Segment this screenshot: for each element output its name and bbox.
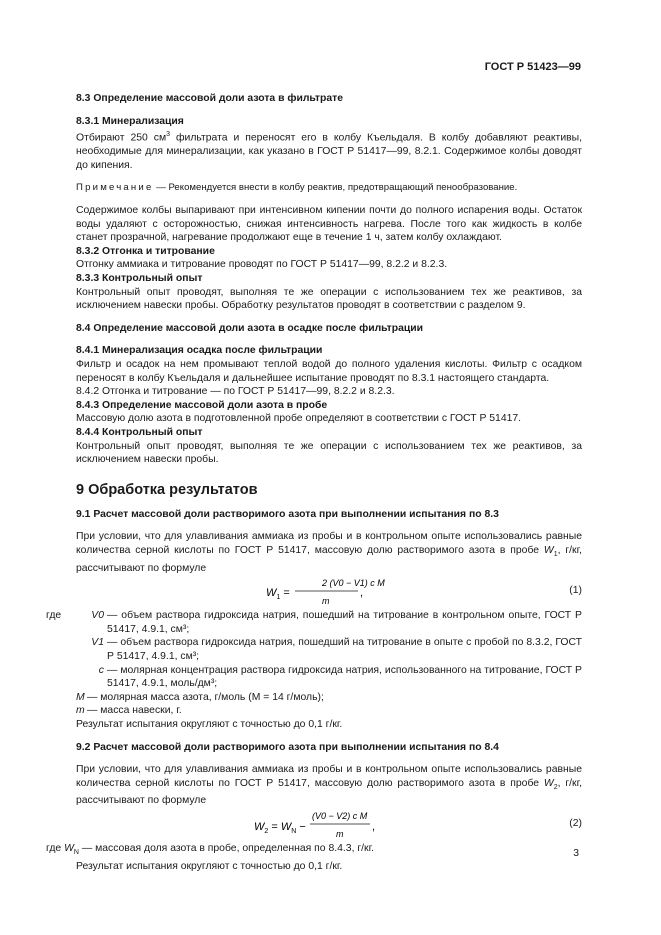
section-8-4-2-paragraph: 8.4.2 Отгонка и титрование — по ГОСТ Р 51417—99, 8.2.2 и 8.2.3. [76, 386, 395, 398]
note [76, 181, 582, 195]
svg-text:,: , [372, 820, 376, 833]
formula-1-legend [46, 609, 582, 718]
note-label: Примечание [76, 182, 154, 194]
formula-2-denominator: m [336, 828, 344, 839]
formula-2-numerator: (V0 − V2) c M [312, 810, 368, 821]
formula-2-svg [76, 808, 582, 842]
formula-1-number: (1) [569, 585, 582, 597]
formula-1 [76, 575, 582, 609]
section-8-3-1-paragraph-2: Содержимое колбы выпаривают при интенсивном кипении почти до полного испарения воды. Остаток воды удаляют с осторожностью, снижая интенсивность нагрева. После того как жидкость в колбе станет прозрачной, нагревание продолжают еще в течение 1 ч, затем колбу охлаждают. [76, 205, 582, 244]
svg-text:,: , [360, 587, 364, 600]
section-9-1-title: 9.1 Расчет массовой доли растворимого азота при выполнении испытания по 8.3 [76, 508, 499, 520]
section-9-2-paragraph: При условии, что для улавливания аммиака из пробы и в контрольном опыте использовались равные количества серной кислоты по ГОСТ Р 51417, массовую долю растворимого азота в пробе $W_2$, г/кг, рассчитывают по формуле [76, 764, 582, 807]
legend-row-v0: где V0 — объем раствора гидроксида натрия, пошедший на титрование в контрольном опыте, ГОСТ Р 51417, 4.9.1, см³; [46, 610, 582, 635]
note-text: — Рекомендуется внести в колбу реактив, предотвращающий пенообразование. [153, 182, 518, 194]
section-8-4-3-paragraph: Массовую долю азота в подготовленной пробе определяют в соответствии с ГОСТ Р 51417. [76, 413, 522, 425]
legend-row-c: c — молярная концентрация раствора гидроксида натрия, использованного на титрование, ГОСТ Р 51417, 4.9.1, моль/дм³; [98, 664, 582, 690]
formula-2-legend: где $W_N$ — массовая доля азота в пробе, определенная по 8.4.3, г/кг. [46, 842, 374, 857]
section-9-1-result: Результат испытания округляют с точностью до 0,1 г/кг. [76, 718, 343, 730]
page-content [46, 92, 582, 873]
section-8-3-1-paragraph: Отбирают 250 $см^3$ фильтрата и переносят его в колбу Къельдаля. В колбу добавляют реактивы, необходимые для минерализации, как указано в ГОСТ Р 51417—99, 8.2.1. Содержимое колбы доводят до кипения. [76, 131, 582, 171]
section-8-3-2-title: 8.3.2 Отгонка и титрование [76, 245, 215, 257]
legend-row-m: m — масса навески, г. [76, 705, 182, 717]
section-9-heading: 9 Обработка результатов [76, 481, 258, 498]
formula-2 [76, 808, 582, 842]
legend-row-M: M — молярная масса азота, г/моль (M = 14 г/моль); [76, 691, 324, 703]
page-number: 3 [573, 848, 579, 859]
formula-1-svg [76, 575, 582, 609]
formula-2-lhs: $W_2 = W_N$ − [254, 820, 306, 835]
formula-1-lhs: $W_1$ = [266, 587, 290, 602]
section-9-1-paragraph: При условии, что для улавливания аммиака из пробы и в контрольном опыте использовались равные количества серной кислоты по ГОСТ Р 51417, массовую долю растворимого азота в пробе $W_1$, г/кг, рассчитывают по формуле [76, 531, 582, 574]
section-8-4-4-paragraph: Контрольный опыт проводят, выполняя те же операции с использованием тех же реактивов, за исключением навески пробы. [76, 440, 582, 466]
legend-row-v1: V1 — объем раствора гидроксида натрия, пошедший на титрование в опыте с пробой по 8.3.2, ГОСТ Р 51417, 4.9.1, см³; [91, 637, 582, 662]
formula-1-numerator: 2 (V0 − V1) c M [322, 578, 385, 589]
section-8-4-title: 8.4 Определение массовой доли азота в осадке после фильтрации [76, 322, 424, 334]
section-8-4-1-paragraph: Фильтр и осадок на нем промывают теплой водой до полного удаления кислоты. Фильтр с осадком переносят в колбу Къельдаля и дальнейшее испытание проводят по 8.3.1 настоящего стандарта. [76, 358, 582, 384]
section-8-3-1-title: 8.3.1 Минерализация [76, 115, 184, 127]
formula-1-denominator: m [322, 596, 330, 607]
section-8-3-2-paragraph: Отгонку аммиака и титрование проводят по ГОСТ Р 51417—99, 8.2.2 и 8.2.3. [76, 259, 448, 271]
section-9-2-title: 9.2 Расчет массовой доли растворимого азота при выполнении испытания по 8.4 [76, 741, 499, 753]
section-8-4-4-title: 8.4.4 Контрольный опыт [76, 426, 203, 438]
section-9-2-result: Результат испытания округляют с точностью до 0,1 г/кг. [76, 860, 343, 872]
formula-2-number: (2) [569, 817, 582, 829]
section-8-4-3-title: 8.4.3 Определение массовой доли азота в пробе [76, 399, 328, 411]
section-8-3-3-paragraph: Контрольный опыт проводят, выполняя те же операции с использованием тех же реактивов, за исключением навески пробы. Обработку результатов проводят в соответствии с разделом 9. [76, 286, 582, 312]
section-8-3-3-title: 8.3.3 Контрольный опыт [76, 273, 203, 284]
standard-code-header: ГОСТ Р 51423—99 [484, 61, 581, 73]
section-8-4-1-title: 8.4.1 Минерализация осадка после фильтрации [76, 345, 323, 357]
section-8-3-title: 8.3 Определение массовой доли азота в фильтрате [76, 93, 343, 104]
